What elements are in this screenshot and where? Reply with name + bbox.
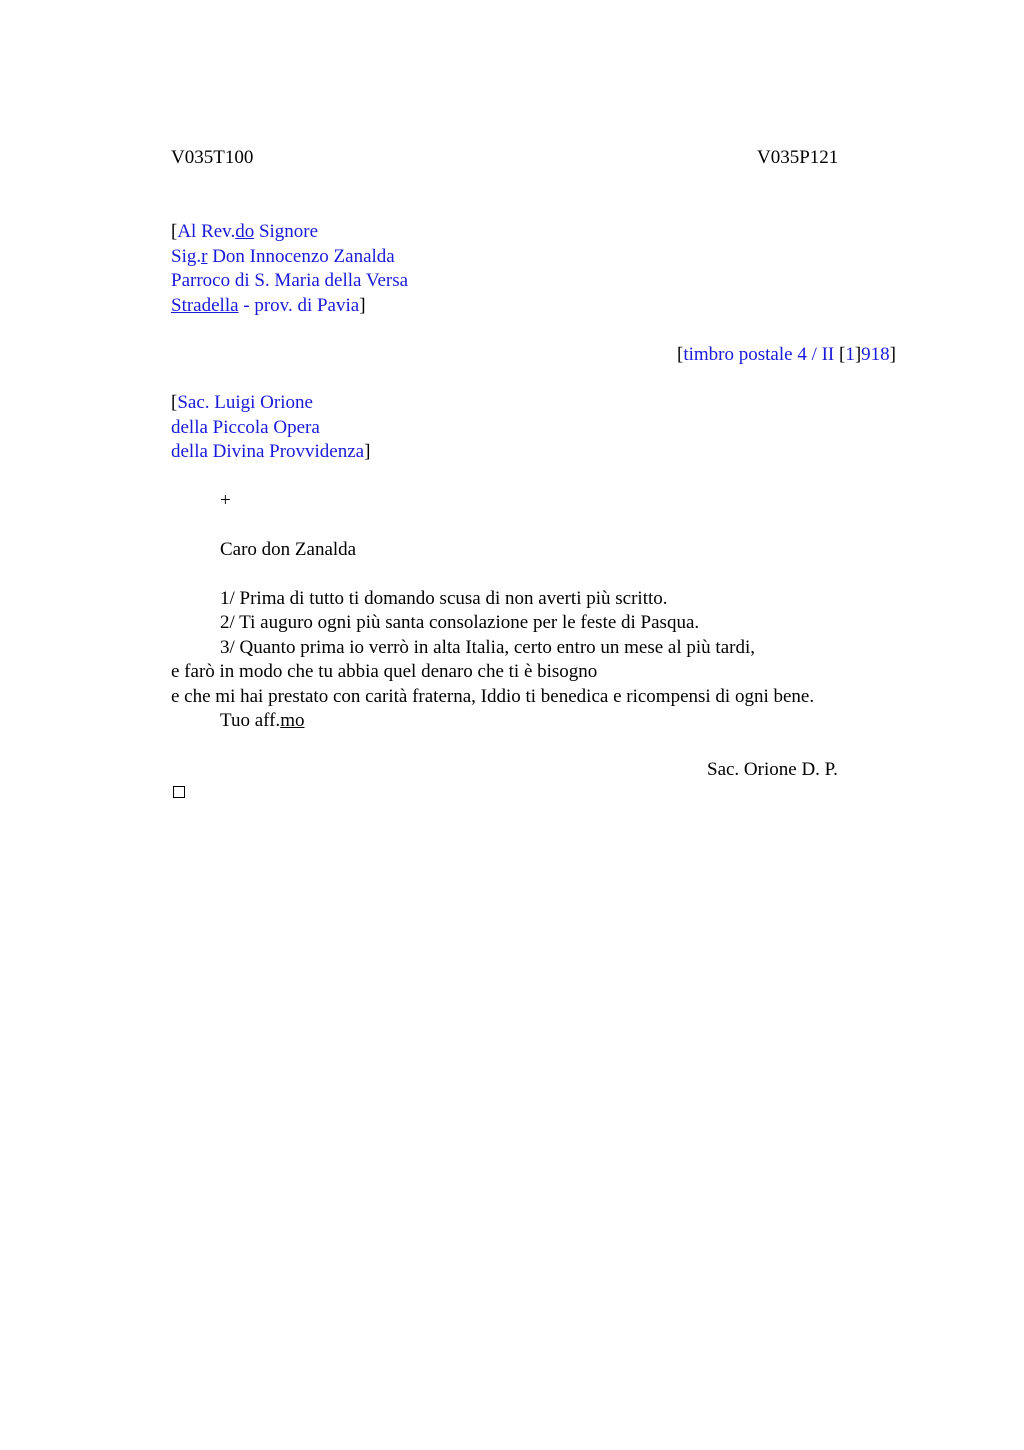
end-mark-box [173, 786, 185, 798]
sender-line-3-text: della Divina Provvidenza [171, 441, 365, 462]
sender-line-2: della Piccola Opera [171, 417, 320, 438]
signature: Sac. Orione D. P. [707, 759, 838, 780]
address-line-1 [171, 220, 318, 244]
document-code-left: V035T100 [171, 147, 254, 168]
bracket-open: [ [171, 221, 178, 242]
address-line-2-pre: Sig. [171, 246, 202, 267]
address-line-1-post: Signore [254, 221, 319, 242]
address-line-2 [171, 245, 395, 269]
bracket-close: ] [364, 441, 371, 462]
sender-line-1-text: Sac. Luigi Orione [177, 392, 313, 413]
address-line-1-pre: Al Rev. [177, 221, 236, 242]
postmark-note [677, 343, 896, 367]
address-line-1-abbr: do [235, 221, 255, 242]
closing-text: Tuo aff. [220, 710, 281, 731]
closing-abbr: mo [280, 710, 305, 731]
bracket-close: ] [359, 295, 366, 316]
sender-line-1 [171, 391, 313, 415]
bracket-close: ] [889, 344, 896, 365]
letter-continuation-1: e farò in modo che tu abbia quel denaro che ti è bisogno [171, 661, 598, 682]
address-line-3: Parroco di S. Maria della Versa [171, 270, 409, 291]
bracket-open: [ [677, 344, 684, 365]
bracket-open: [ [171, 392, 178, 413]
closing [220, 709, 304, 733]
letter-item-1: 1/ Prima di tutto ti domando scusa di non averti più scritto. [220, 588, 668, 609]
postmark-year-digit: 1 [845, 344, 855, 365]
address-line-2-abbr: r [201, 246, 208, 267]
bracket-open: [ [839, 344, 846, 365]
address-place: Stradella [171, 295, 239, 316]
document-code-right: V035P121 [757, 147, 839, 168]
postmark-year-rest: 918 [861, 344, 890, 365]
salutation: Caro don Zanalda [220, 539, 357, 560]
cross-symbol: + [220, 490, 231, 511]
bracket-close: ] [854, 344, 862, 365]
address-line-4-post: - prov. di Pavia [238, 295, 360, 316]
letter-continuation-2: e che mi hai prestato con carità fraterna, Iddio ti benedica e ricompensi di ogni bene. [171, 686, 815, 707]
postmark-text: timbro postale 4 / II [683, 344, 840, 365]
address-line-2-post: Don Innocenzo Zanalda [207, 246, 395, 267]
sender-line-3 [171, 440, 370, 464]
address-line-4 [171, 294, 366, 318]
letter-item-3: 3/ Quanto prima io verrò in alta Italia, certo entro un mese al più tardi, [220, 637, 755, 658]
letter-item-2: 2/ Ti auguro ogni più santa consolazione per le feste di Pasqua. [220, 612, 700, 633]
